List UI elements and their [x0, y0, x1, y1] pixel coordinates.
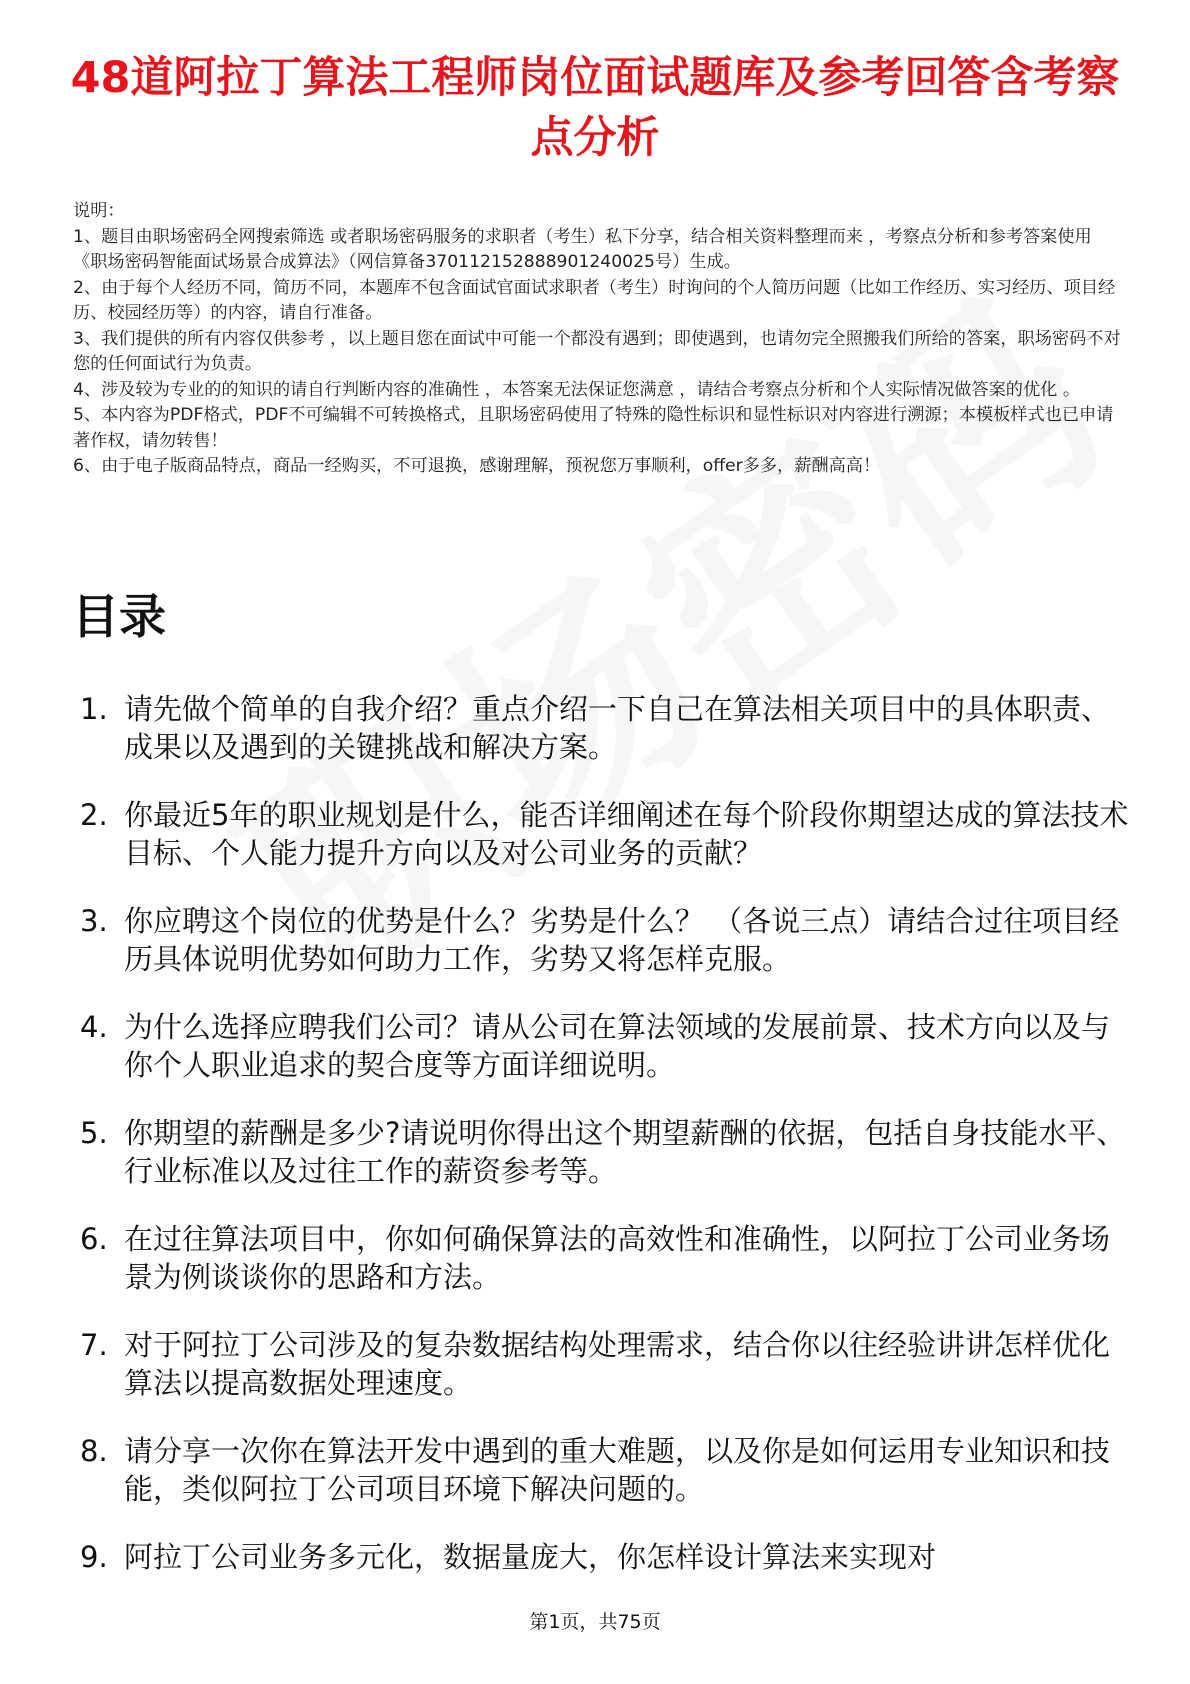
toc-item-number: 2.: [80, 798, 108, 832]
toc-item[interactable]: [80, 1114, 1130, 1190]
page-footer: 第1页，共75页: [529, 1611, 661, 1633]
toc-item-number: 4.: [80, 1010, 108, 1044]
toc-item-text: 请先做个简单的自我介绍？重点介绍一下自己在算法相关项目中的具体职责、成果以及遇到的关键挑战和解决方案。: [124, 692, 1111, 764]
toc-item[interactable]: [80, 1538, 1130, 1576]
toc-item-number: 8.: [80, 1434, 108, 1468]
toc-item-text: 对于阿拉丁公司涉及的复杂数据结构处理需求，结合你以往经验讲讲怎样优化算法以提高数据处理速度。: [124, 1328, 1111, 1400]
note-item: 5、本内容为PDF格式，PDF不可编辑不可转换格式，且职场密码使用了特殊的隐性标识和显性标识对内容进行溯源；本模板样式也已申请著作权，请勿转售！: [73, 405, 1114, 451]
toc-item-number: 6.: [80, 1222, 108, 1256]
toc-item[interactable]: [80, 796, 1130, 872]
toc-heading: 目录: [72, 590, 166, 645]
toc-item[interactable]: [80, 1220, 1130, 1296]
toc-item-text: 请分享一次你在算法开发中遇到的重大难题，以及你是如何运用专业知识和技能，类似阿拉丁公司项目环境下解决问题的。: [124, 1434, 1111, 1506]
toc-list: [80, 690, 1130, 1606]
note-item: 3、我们提供的所有内容仅供参考 ，以上题目您在面试中可能一个都没有遇到；即使遇到，也请勿完全照搬我们所给的答案，职场密码不对您的任何面试行为负责。: [73, 328, 1121, 374]
toc-item[interactable]: [80, 690, 1130, 766]
note-item: 1、题目由职场密码全网搜索筛选 或者职场密码服务的求职者（考生）私下分享，结合相关资料整理而来 ，考察点分析和参考答案使用《职场密码智能面试场景合成算法》（网信算备370112152888901240025号）生成。: [73, 226, 1092, 272]
toc-item-number: 9.: [80, 1540, 108, 1574]
note-item: 2、由于每个人经历不同，简历不同，本题库不包含面试官面试求职者（考生）时询问的个人简历问题（比如工作经历、实习经历、项目经历、校园经历等）的内容，请自行准备。: [73, 277, 1116, 323]
toc-item[interactable]: [80, 1326, 1130, 1402]
note-item: 4、涉及较为专业的的知识的请自行判断内容的准确性 ，本答案无法保证您满意 ，请结合考察点分析和个人实际情况做答案的优化 。: [73, 379, 1081, 400]
page-title: 48道阿拉丁算法工程师岗位面试题库及参考回答含考察点分析: [70, 53, 1120, 163]
toc-item-number: 7.: [80, 1328, 108, 1362]
toc-item[interactable]: [80, 902, 1130, 978]
toc-item[interactable]: [80, 1008, 1130, 1084]
toc-item-text: 在过往算法项目中，你如何确保算法的高效性和准确性，以阿拉丁公司业务场景为例谈谈你的思路和方法。: [124, 1222, 1111, 1294]
toc-item-number: 3.: [80, 904, 108, 938]
notes-section: [73, 199, 1123, 480]
note-item: 6、由于电子版商品特点，商品一经购买，不可退换，感谢理解，预祝您万事顺利，offer多多，薪酬高高！: [73, 456, 881, 476]
toc-item-number: 5.: [80, 1116, 108, 1150]
toc-item-text: 你应聘这个岗位的优势是什么？劣势是什么？ （各说三点）请结合过往项目经历具体说明优势如何助力工作，劣势又将怎样克服。: [124, 904, 1120, 976]
toc-item-text: 你最近5年的职业规划是什么，能否详细阐述在每个阶段你期望达成的算法技术目标、个人能力提升方向以及对公司业务的贡献？: [124, 798, 1129, 870]
toc-item[interactable]: [80, 1432, 1130, 1508]
toc-item-text: 为什么选择应聘我们公司？请从公司在算法领域的发展前景、技术方向以及与你个人职业追求的契合度等方面详细说明。: [124, 1010, 1111, 1082]
notes-label: 说明：: [73, 201, 125, 221]
toc-item-text: 你期望的薪酬是多少?请说明你得出这个期望薪酬的依据，包括自身技能水平、行业标准以及过往工作的薪资参考等。: [124, 1116, 1126, 1188]
toc-item-number: 1.: [80, 692, 108, 726]
toc-item-text: 阿拉丁公司业务多元化，数据量庞大，你怎样设计算法来实现对: [124, 1540, 937, 1574]
